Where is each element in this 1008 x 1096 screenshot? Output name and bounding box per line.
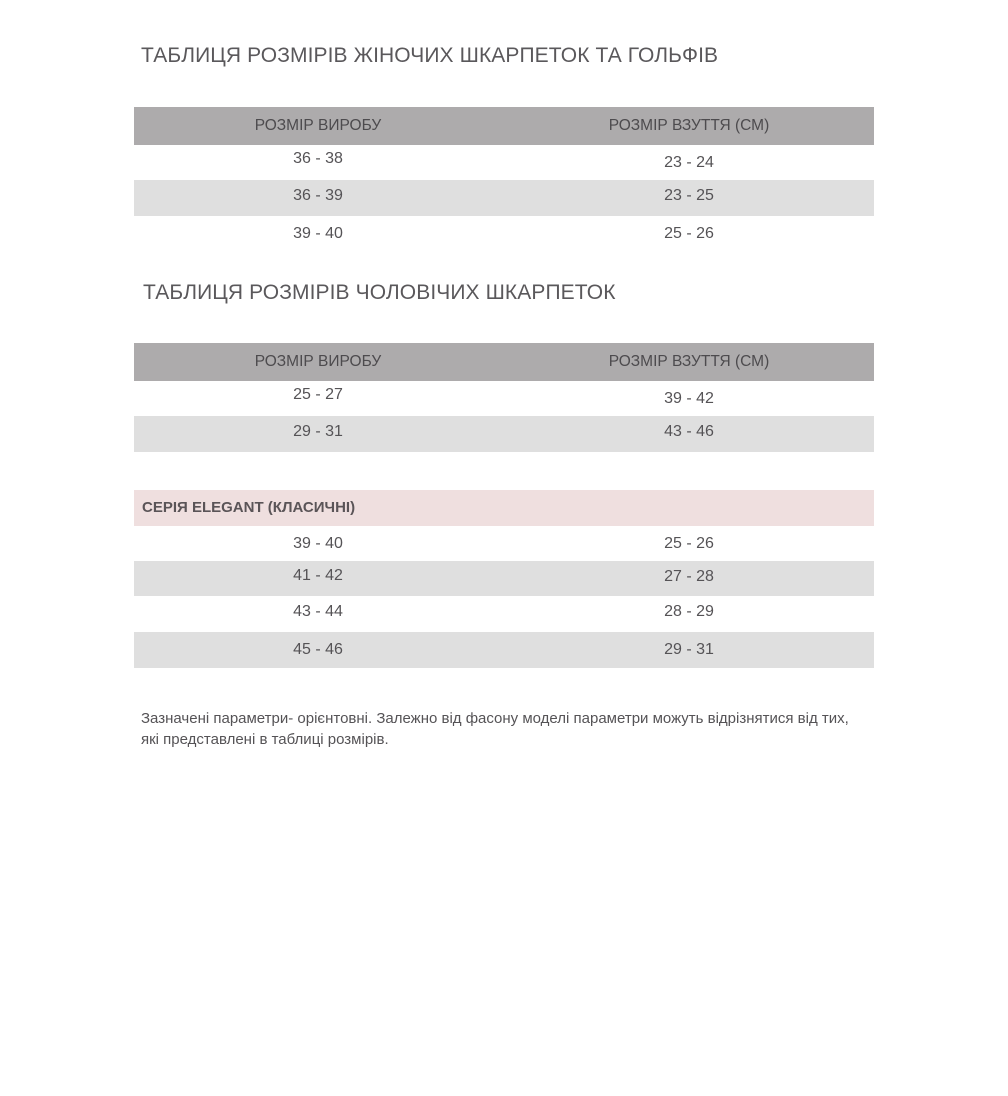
shoe-size-cell: 27 - 28 xyxy=(664,568,714,585)
header-shoe-size: РОЗМІР ВЗУТТЯ (СМ) xyxy=(608,353,770,370)
product-size-cell: 45 - 46 xyxy=(293,641,343,658)
product-size-cell: 29 - 31 xyxy=(293,423,343,440)
product-size-cell: 25 - 27 xyxy=(293,386,343,403)
men-size-table-title: ТАБЛИЦЯ РОЗМІРІВ ЧОЛОВІЧИХ ШКАРПЕТОК xyxy=(143,281,616,304)
header-product-size: РОЗМІР ВИРОБУ xyxy=(254,117,382,134)
shoe-size-cell: 28 - 29 xyxy=(664,603,714,620)
shoe-size-cell: 39 - 42 xyxy=(664,390,714,407)
table-row xyxy=(134,561,874,596)
product-size-cell: 41 - 42 xyxy=(293,567,343,584)
table-row xyxy=(134,596,874,632)
women-size-table xyxy=(134,107,874,252)
table-row xyxy=(134,180,874,216)
disclaimer-note: Зазначені параметри- орієнтовні. Залежно від фасону моделі параметри можуть відрізнятися від тих, які представлені в таблиці розмірів. xyxy=(141,710,849,748)
elegant-size-table xyxy=(134,526,874,668)
shoe-size-cell: 25 - 26 xyxy=(664,535,714,552)
elegant-series-header xyxy=(134,490,874,526)
header-product-size: РОЗМІР ВИРОБУ xyxy=(254,353,382,370)
product-size-cell: 43 - 44 xyxy=(293,603,343,620)
product-size-cell: 39 - 40 xyxy=(293,535,343,552)
table-row xyxy=(134,145,874,180)
women-size-table-title: ТАБЛИЦЯ РОЗМІРІВ ЖІНОЧИХ ШКАРПЕТОК ТА ГОЛЬФІВ xyxy=(141,44,719,67)
elegant-series-title: СЕРІЯ ELEGANT (КЛАСИЧНІ) xyxy=(142,499,356,516)
product-size-cell: 36 - 39 xyxy=(293,187,343,204)
table-row xyxy=(134,416,874,452)
shoe-size-cell: 43 - 46 xyxy=(664,423,714,440)
shoe-size-cell: 23 - 25 xyxy=(664,187,714,204)
table-header-row xyxy=(134,107,874,145)
table-row xyxy=(134,632,874,668)
men-size-table xyxy=(134,343,874,452)
table-row xyxy=(134,526,874,561)
shoe-size-cell: 25 - 26 xyxy=(664,225,714,242)
table-header-row xyxy=(134,343,874,381)
header-shoe-size: РОЗМІР ВЗУТТЯ (СМ) xyxy=(608,117,770,134)
shoe-size-cell: 23 - 24 xyxy=(664,154,714,171)
product-size-cell: 39 - 40 xyxy=(293,225,343,242)
table-row xyxy=(134,381,874,416)
product-size-cell: 36 - 38 xyxy=(293,150,343,167)
table-row xyxy=(134,216,874,252)
shoe-size-cell: 29 - 31 xyxy=(664,641,714,658)
